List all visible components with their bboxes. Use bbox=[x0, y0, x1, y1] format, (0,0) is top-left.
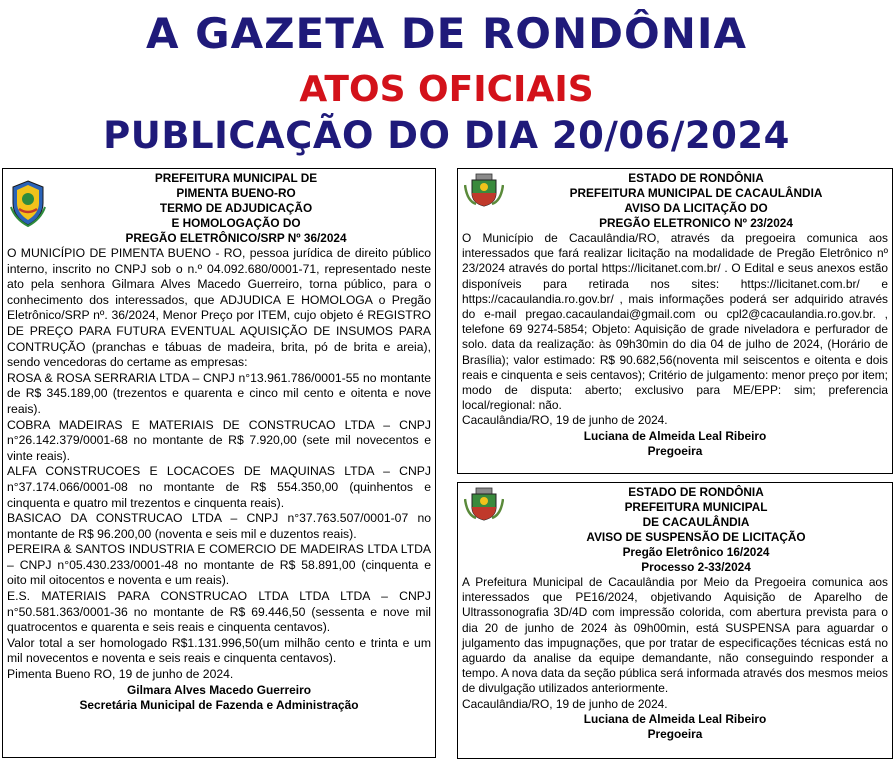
header-line: PREFEITURA MUNICIPAL DE bbox=[154, 171, 318, 185]
body-paragraph: BASICAO DA CONSTRUCAO LTDA – CNPJ n°37.763.507/0001-07 no montante de R$ 96.200,00 (noventa e seis mil e duzentos reais). bbox=[7, 511, 431, 541]
signature-role: Secretária Municipal de Fazenda e Administração bbox=[79, 697, 359, 712]
notice-cacaulandia-licitacao bbox=[457, 168, 893, 474]
body-paragraph: O MUNICÍPIO DE PIMENTA BUENO - RO, pessoa jurídica de direito público interno, inscrito no CNPJ sob o n.º 04.092.680/0001-71, representado neste ato pela senhora Gilmara Alves Macedo Guerreiro, torna público, para o conhecimento dos interessados, que ADJUDICA E HOMOLOGA o Pregão Eletrônico/SRP nº. 36/2024, Menor Preço por ITEM, cujo objeto é REGISTRO DE PREÇO PARA FUTURA EVENTUAL AQUISIÇÃO DE INSUMOS PARA CONTRUÇÃO (pranchas e tábuas de madeira, brita, pó de brita e areia), sendo vencedoras do certame as empresas: bbox=[7, 246, 431, 370]
body-paragraph: Cacaulândia/RO, 19 de junho de 2024. bbox=[462, 696, 668, 711]
pimenta-bueno-crest-icon bbox=[9, 179, 47, 227]
header-line: DE CACAULÂNDIA bbox=[642, 515, 750, 529]
signature-name: Gilmara Alves Macedo Guerreiro bbox=[127, 682, 311, 697]
notice-body bbox=[458, 575, 892, 712]
body-paragraph: O Município de Cacaulândia/RO, através da pregoeira comunica aos interessados que fará realizar licitação na modalidade de Pregão Eletrônico nº 23/2024 através do portal https://licitanet.com.br/ . O Edital e seus anexos estão disponíveis para retirada nos sites: https://licitanet.com.br/ e https://cacaulandia.ro.gov.br/ , mais informações poderá ser adquirido através do e-mail pregao.cacaulandai@gmail.com ou cpl2@cacaulandia.ro.gov.br. , telefone 69 9274-5854; Objeto: Aquisição de grade niveladora e perfurador de solo. data da realização: às 09h30min do dia 04 de julho de 2024, (Horário de Brasília); valor estimado: R$ 90.682,56(noventa mil seiscentos e oitenta e dois reais e cinquenta e seis centavos); Critério de julgamento: menor preço por item; modo de disputa: aberto; exclusivo para ME/EPP: sim; preferencia local/regional: não. bbox=[462, 231, 888, 413]
signature-role: Pregoeira bbox=[647, 443, 703, 458]
header-line: PREFEITURA MUNICIPAL DE CACAULÂNDIA bbox=[569, 186, 823, 200]
section-subtitle: ATOS OFICIAIS bbox=[299, 69, 594, 110]
header-line: TERMO DE ADJUDICAÇÃO bbox=[159, 201, 313, 215]
header-line: AVISO DE SUSPENSÃO DE LICITAÇÃO bbox=[586, 530, 806, 544]
publication-date: PUBLICAÇÃO DO DIA 20/06/2024 bbox=[103, 114, 790, 157]
notice-pimenta-bueno bbox=[2, 168, 436, 758]
cacaulandia-crest-icon bbox=[464, 173, 504, 207]
body-paragraph: ALFA CONSTRUCOES E LOCACOES DE MAQUINAS LTDA – CNPJ n°37.174.066/0001-08 no montante de R$ 554.350,00 (quinhentos e cinquenta e quatro mil trezentos e cinquenta reais). bbox=[7, 464, 431, 510]
notice-body bbox=[458, 231, 892, 429]
body-paragraph: COBRA MADEIRAS E MATERIAIS DE CONSTRUCAO LTDA – CNPJ n°26.142.379/0001-68 no montante de R$ 7.920,00 (sete mil novecentos e vinte reais). bbox=[7, 417, 431, 463]
notice-header bbox=[458, 169, 892, 231]
signature-name: Luciana de Almeida Leal Ribeiro bbox=[583, 711, 767, 726]
header-line: PIMENTA BUENO-RO bbox=[176, 186, 296, 200]
body-paragraph: Cacaulândia/RO, 19 de junho de 2024. bbox=[462, 413, 668, 428]
notice-header bbox=[458, 483, 892, 575]
signature-role: Pregoeira bbox=[647, 726, 703, 741]
header-line: Pregão Eletrônico 16/2024 bbox=[622, 545, 770, 559]
header-line: PREGÃO ELETRONICO Nº 23/2024 bbox=[599, 216, 793, 230]
body-paragraph: E.S. MATERIAIS PARA CONSTRUCAO LTDA LTDA LTDA – CNPJ n°50.581.363/0001-36 no montante de R$ 69.446,50 (sessenta e nove mil quatrocentos e quarenta e seis reais e cinquenta centavos). bbox=[7, 589, 431, 635]
header-line: E HOMOLOGAÇÃO DO bbox=[171, 216, 301, 230]
body-paragraph: Valor total a ser homologado R$1.131.996,50(um milhão cento e trinta e um mil novecentos e noventa e seis reais e cinquenta centavos). bbox=[7, 635, 431, 666]
notice-cacaulandia-suspensao bbox=[457, 482, 893, 759]
header-line: Processo 2-33/2024 bbox=[641, 560, 751, 574]
body-paragraph: Pimenta Bueno RO, 19 de junho de 2024. bbox=[7, 667, 234, 682]
notice-header bbox=[3, 169, 435, 246]
header-line: ESTADO DE RONDÔNIA bbox=[628, 171, 764, 185]
header-line: AVISO DA LICITAÇÃO DO bbox=[624, 201, 768, 215]
newspaper-title: A GAZETA DE RONDÔNIA bbox=[146, 9, 747, 58]
signature-name: Luciana de Almeida Leal Ribeiro bbox=[583, 428, 767, 443]
cacaulandia-crest-icon bbox=[464, 487, 504, 521]
body-paragraph: PEREIRA & SANTOS INDUSTRIA E COMERCIO DE MADEIRAS LTDA LTDA – CNPJ n°05.430.233/0001-48 no montante de R$ 58.891,00 (cinquenta e oito mil oitocentos e noventa e um reais). bbox=[7, 542, 431, 588]
body-paragraph: ROSA & ROSA SERRARIA LTDA – CNPJ n°13.961.786/0001-55 no montante de R$ 345.189,00 (trezentos e quarenta e cinco mil cento e oitenta e nove reais). bbox=[7, 370, 431, 416]
header-line: PREGÃO ELETRÔNICO/SRP Nº 36/2024 bbox=[125, 231, 347, 245]
notice-body bbox=[3, 246, 435, 683]
header-line: PREFEITURA MUNICIPAL bbox=[624, 500, 768, 514]
header-line: ESTADO DE RONDÔNIA bbox=[628, 485, 764, 499]
body-paragraph: A Prefeitura Municipal de Cacaulândia por Meio da Pregoeira comunica aos interessados que PE16/2024, objetivando Aquisição de Aparelho de Ultrassonografia 3D/4D com impressão colorida, com abertura prevista para o dia 20 de junho de 2024 às 09h00min, está SUSPENSA para aguardar o julgamento das impugnações, que por tratar de especificações técnicas está no aguardo da analise da equipe demandante, não conseguindo responder a tempo. A nova data da seção pública será informada através dos mesmos meios de divulgação utilizados anteriormente. bbox=[462, 575, 888, 696]
